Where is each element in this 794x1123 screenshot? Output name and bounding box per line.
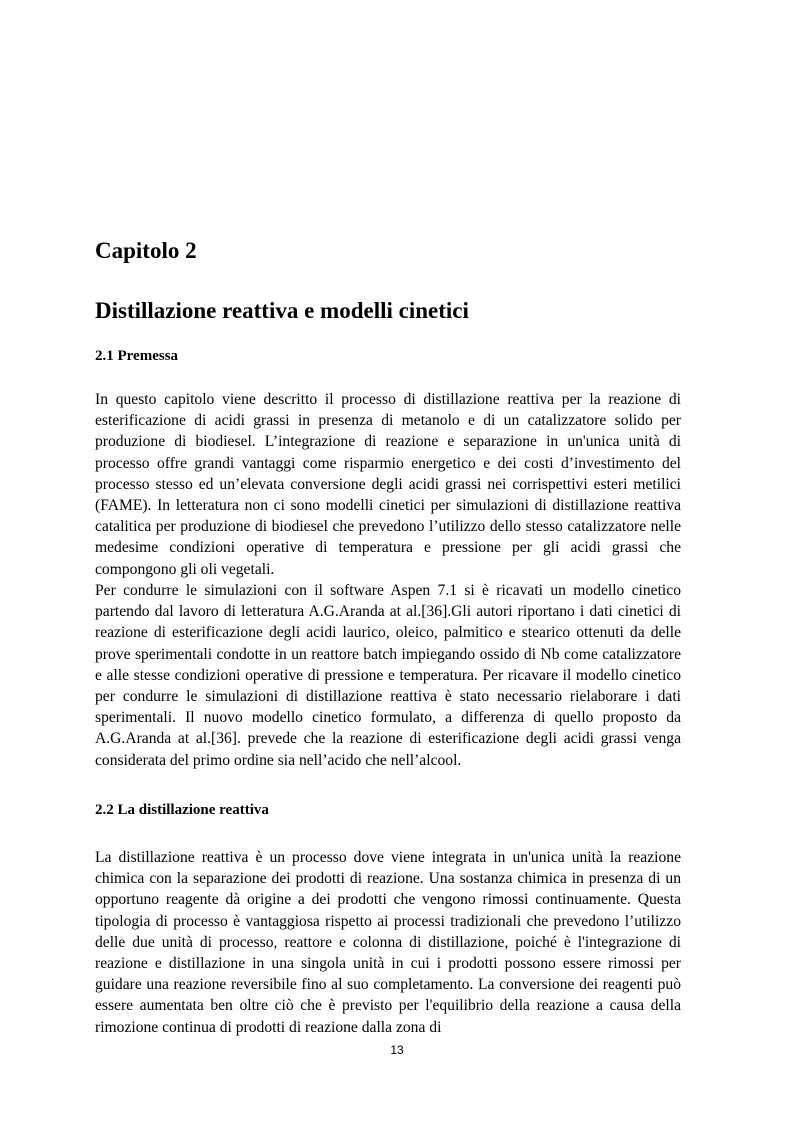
page-number: 13 (390, 1043, 404, 1057)
paragraph: La distillazione reattiva è un processo dove viene integrata in un'unica unità la reazione chimica con la separazione dei prodotti di reazione. Una sostanza chimica in presenza di un opportuno reagente dà origine a dei prodotti che vengono rimossi continuamente. Questa tipologia di processo è vantaggiosa rispetto ai processi tradizionali che prevedono l’utilizzo delle due unità di processo, reattore e colonna di distillazione, poiché è l'integrazione di reazione e distillazione in una singola unità in cui i prodotti possono essere rimossi per guidare una reazione reversibile fino al suo completamento. La conversione dei reagenti può essere aumentata ben oltre ciò che è previsto per l'equilibrio della reazione a causa della rimozione continua di prodotti di reazione dalla zona di (95, 849, 681, 1036)
chapter-label: Capitolo 2 (95, 238, 197, 263)
section-heading-distillazione-reattiva: 2.2 La distillazione reattiva (95, 802, 269, 818)
paragraph: Per condurre le simulazioni con il software Aspen 7.1 si è ricavati un modello cinetico partendo dal lavoro di letteratura A.G.Aranda at al.[36].Gli autori riportano i dati cinetici di reazione di esterificazione degli acidi laurico, oleico, palmitico e stearico ottenuti da delle prove sperimentali condotte in un reattore batch impiegando ossido di Nb come catalizzatore e alle stesse condizioni operative di pressione e temperatura. Per ricavare il modello cinetico per condurre le simulazioni di distillazione reattiva è stato necessario rielaborare i dati sperimentali. Il nuovo modello cinetico formulato, a differenza di quello proposto da A.G.Aranda at al.[36]. prevede che la reazione di esterificazione degli acidi grassi venga considerata del primo ordine sia nell’acido che nell’alcool. (95, 582, 681, 769)
chapter-title: Distillazione reattiva e modelli cinetici (95, 298, 469, 323)
paragraph: In questo capitolo viene descritto il processo di distillazione reattiva per la reazione di esterificazione di acidi grassi in presenza di metanolo e di un catalizzatore solido per produzione di biodiesel. L’integrazione di reazione e separazione in un'unica unità di processo offre grandi vantaggi come risparmio energetico e dei costi d’investimento del processo stesso ed un’elevata conversione degli acidi grassi nei corrispettivi esteri metilici (FAME). In letteratura non ci sono modelli cinetici per simulazioni di distillazione reattiva catalitica per produzione di biodiesel che prevedono l’utilizzo dello stesso catalizzatore nelle medesime condizioni operative di temperatura e pressione per gli acidi grassi che compongono gli oli vegetali. (95, 391, 681, 578)
section-heading-premessa: 2.1 Premessa (95, 348, 179, 364)
